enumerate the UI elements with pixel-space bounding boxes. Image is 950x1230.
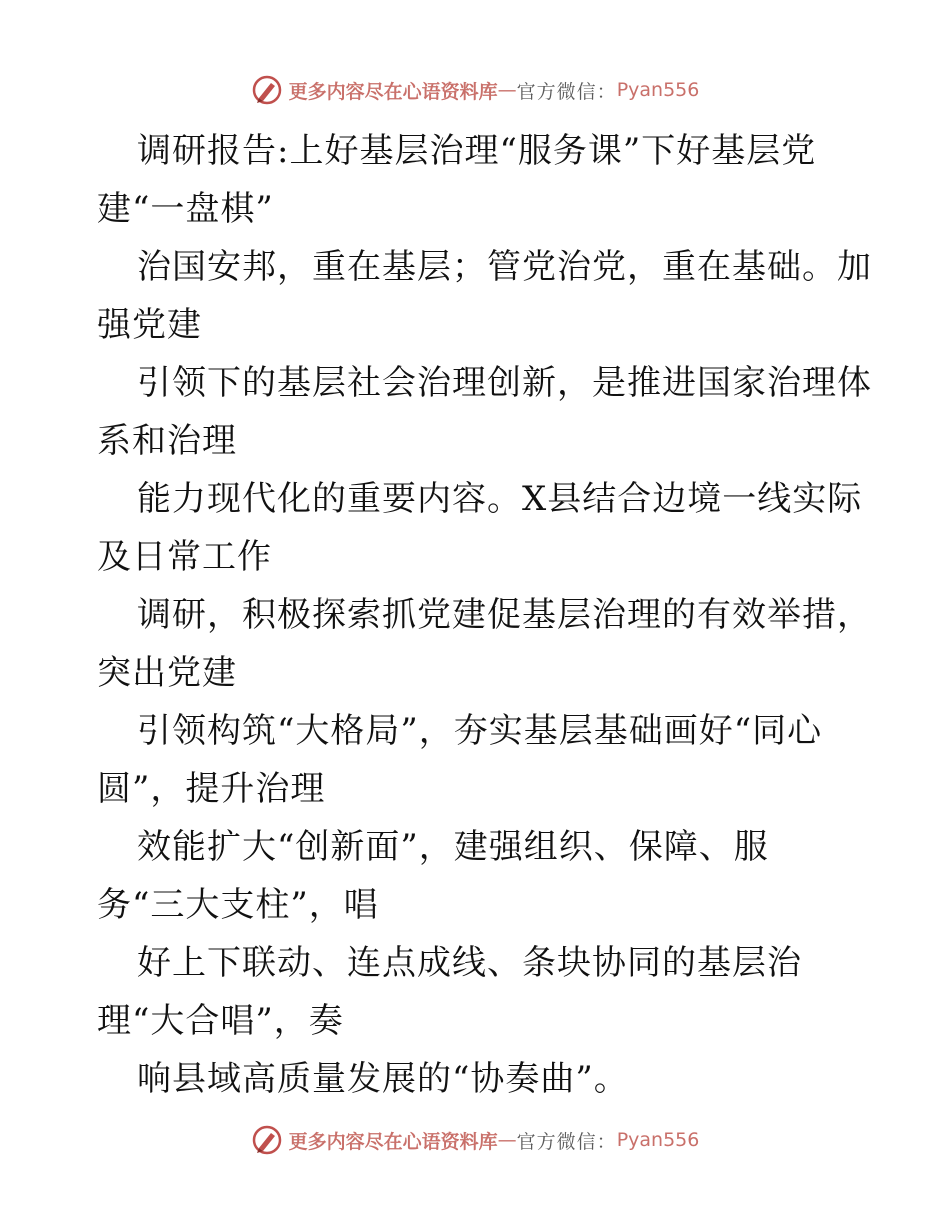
pen-logo-icon <box>251 74 283 106</box>
doc-line: 引领构筑“大格局”，夯实基层基础画好“同心 <box>137 711 823 751</box>
doc-line: 务“三大支柱”，唱 <box>97 885 379 925</box>
doc-line: 及日常工作 <box>97 537 272 577</box>
doc-line: 强党建 <box>97 305 202 345</box>
pen-logo-icon <box>251 1124 283 1156</box>
doc-line: 引领下的基层社会治理创新，是推进国家治理体 <box>137 363 872 403</box>
doc-line: 系和治理 <box>97 421 237 461</box>
doc-line: 调研，积极探索抓党建促基层治理的有效举措， <box>137 595 872 635</box>
doc-line: 好上下联动、连点成线、条块协同的基层治 <box>137 943 802 983</box>
footer-banner <box>0 1120 950 1160</box>
doc-line: 理“大合唱”，奏 <box>97 1001 344 1041</box>
doc-line: 效能扩大“创新面”，建强组织、保障、服 <box>137 827 769 867</box>
banner-wechat-id: Pyan556 <box>616 79 700 101</box>
header-banner <box>0 70 950 110</box>
banner-sub-text: 官方微信： <box>516 1130 617 1153</box>
banner-main-text: 更多内容尽在心语资料库 <box>288 80 498 103</box>
doc-line: 突出党建 <box>97 653 237 693</box>
doc-line: 能力现代化的重要内容。X县结合边境一线实际 <box>137 479 863 519</box>
banner-main-text: 更多内容尽在心语资料库 <box>288 1130 498 1153</box>
banner-sub-text: 官方微信： <box>516 80 617 103</box>
banner-wechat-id: Pyan556 <box>616 1129 700 1151</box>
banner-separator: — <box>497 1129 517 1151</box>
doc-line: 响县域高质量发展的“协奏曲”。 <box>137 1059 629 1099</box>
doc-line: 治国安邦，重在基层；管党治党，重在基础。加 <box>137 247 872 287</box>
doc-line-title-2: 建“一盘棋” <box>97 189 274 229</box>
doc-line-title-1: 调研报告:上好基层治理“服务课”下好基层党 <box>137 131 817 171</box>
doc-line: 圆”，提升治理 <box>97 769 326 809</box>
document-body <box>97 122 887 1108</box>
banner-separator: — <box>497 79 517 101</box>
